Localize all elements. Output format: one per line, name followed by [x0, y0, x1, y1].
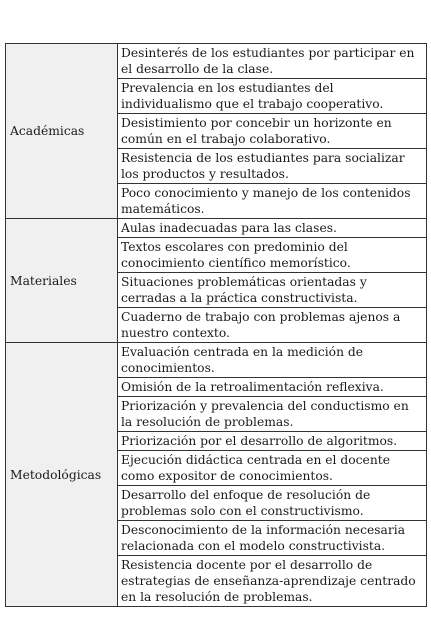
table-cell: Cuaderno de trabajo con problemas ajenos a nuestro contexto. — [118, 308, 427, 343]
table-cell: Aulas inadecuadas para las clases. — [118, 219, 427, 238]
table-cell: Desarrollo del enfoque de resolución de problemas solo con el constructivismo. — [118, 486, 427, 521]
difficulties-table — [5, 43, 427, 607]
table-row — [6, 219, 427, 238]
table-cell: Priorización por el desarrollo de algoritmos. — [118, 432, 427, 451]
table-cell: Desconocimiento de la información necesaria relacionada con el modelo constructivista. — [118, 521, 427, 556]
table-cell: Priorización y prevalencia del conductismo en la resolución de problemas. — [118, 397, 427, 432]
table-row — [6, 343, 427, 378]
table-cell: Evaluación centrada en la medición de conocimientos. — [118, 343, 427, 378]
table-cell: Resistencia de los estudiantes para socializar los productos y resultados. — [118, 149, 427, 184]
table-cell: Textos escolares con predominio del conocimiento científico memorístico. — [118, 238, 427, 273]
table-cell: Desinterés de los estudiantes por participar en el desarrollo de la clase. — [118, 44, 427, 79]
table-cell: Poco conocimiento y manejo de los contenidos matemáticos. — [118, 184, 427, 219]
category-materiales: Materiales — [6, 219, 118, 343]
category-metodologicas: Metodológicas — [6, 343, 118, 607]
table-cell: Situaciones problemáticas orientadas y cerradas a la práctica constructivista. — [118, 273, 427, 308]
table-cell: Resistencia docente por el desarrollo de estrategias de enseñanza-aprendizaje centrado en la resolución de problemas. — [118, 556, 427, 607]
table-cell: Prevalencia en los estudiantes del individualismo que el trabajo cooperativo. — [118, 79, 427, 114]
table-cell: Ejecución didáctica centrada en el docente como expositor de conocimientos. — [118, 451, 427, 486]
table-cell: Omisión de la retroalimentación reflexiva. — [118, 378, 427, 397]
category-academicas: Académicas — [6, 44, 118, 219]
table-row — [6, 44, 427, 79]
table-cell: Desistimiento por concebir un horizonte en común en el trabajo colaborativo. — [118, 114, 427, 149]
